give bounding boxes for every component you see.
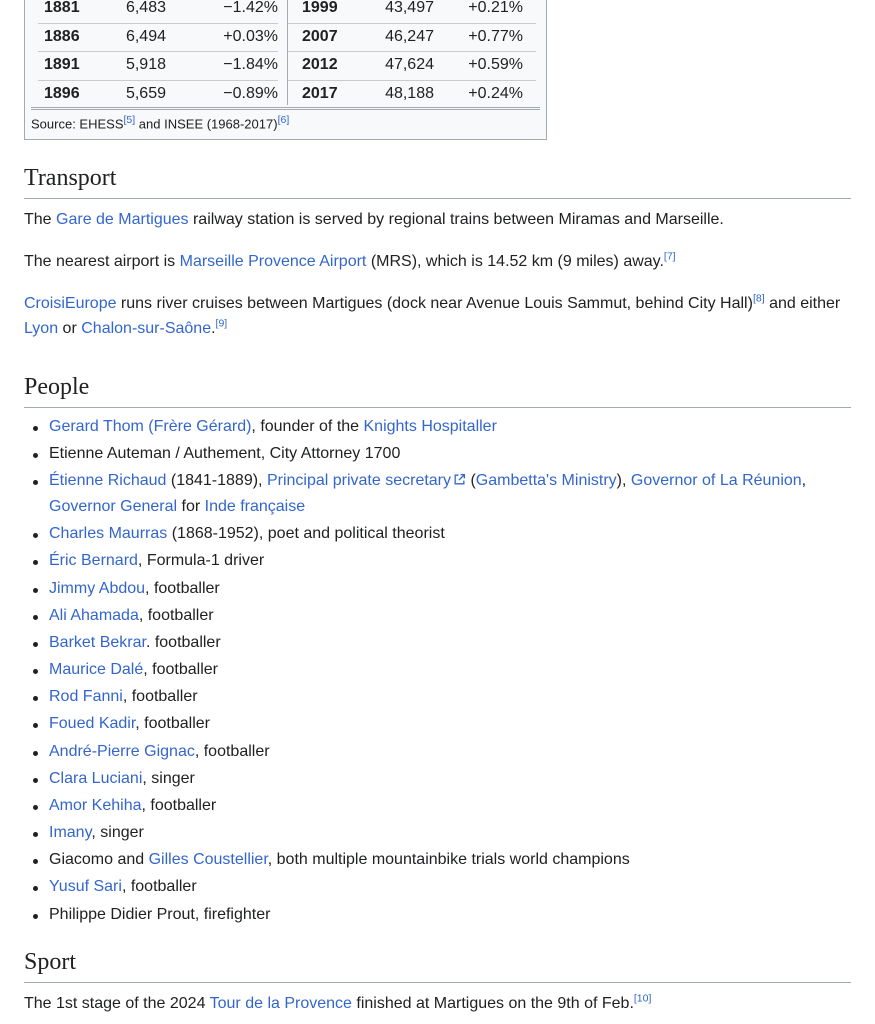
text: , singer [142, 769, 195, 787]
list-item [24, 684, 851, 711]
population-cell: 48,188 [385, 84, 434, 102]
text: , footballer [121, 878, 197, 896]
clara-luciani-link[interactable]: Clara Luciani [49, 769, 143, 787]
population-cell: 43,497 [385, 0, 434, 16]
text: finished at Martigues on the 9th of Feb. [351, 995, 634, 1012]
list-item [24, 766, 851, 793]
rod-fanni-link[interactable]: Rod Fanni [49, 688, 123, 706]
governor-general-link[interactable]: Governor General [49, 498, 178, 516]
text: (1868-1952), poet and political theorist [167, 525, 445, 543]
text: The [24, 211, 57, 228]
text: , founder of the [251, 418, 364, 435]
population-table-left-column [38, 0, 278, 108]
text: , Formula-1 driver [137, 552, 265, 570]
table-divider [31, 107, 540, 110]
population-cell: 5,918 [125, 56, 166, 73]
etienne-richaud-link[interactable]: Étienne Richaud [49, 472, 167, 490]
principal-private-secretary-link[interactable] [267, 472, 466, 489]
text: , footballer [122, 688, 198, 706]
inde-francaise-link[interactable]: Inde française [204, 498, 306, 516]
list-item [24, 603, 851, 630]
text: , [801, 472, 807, 490]
link-text: Principal private secretary [266, 472, 452, 490]
list-item [24, 657, 851, 684]
text: ( [466, 472, 476, 490]
population-cell: 6,483 [125, 0, 166, 16]
transport-paragraph-airport [24, 249, 851, 274]
year-cell: 1881 [44, 0, 80, 16]
text: ), [616, 472, 631, 490]
citation-8[interactable]: [8] [752, 292, 765, 305]
citation-7[interactable]: [7] [663, 250, 676, 263]
text: , footballer [135, 715, 210, 733]
text: , footballer [194, 742, 270, 760]
population-table [24, 0, 547, 140]
andre-pierre-gignac-link[interactable]: André-Pierre Gignac [49, 742, 195, 760]
governor-of-la-reunion-link[interactable]: Governor of La Réunion [630, 472, 802, 490]
tour-de-la-provence-link[interactable]: Tour de la Provence [209, 995, 352, 1012]
lyon-link[interactable]: Lyon [24, 320, 59, 337]
citation-10[interactable]: [10] [633, 992, 652, 1005]
text: and either [764, 295, 841, 312]
table-row [288, 0, 536, 24]
year-cell: 1999 [302, 0, 338, 16]
eric-bernard-link[interactable]: Éric Bernard [49, 552, 138, 570]
citation-6[interactable]: [6] [277, 114, 290, 126]
text: Etienne Auteman / Authement, City Attorney 1700 [49, 445, 401, 463]
source-prefix: Source: EHESS [31, 116, 124, 132]
list-item [24, 793, 851, 820]
text: Philippe Didier Prout, firefighter [49, 905, 271, 923]
population-cell: 5,659 [125, 84, 166, 102]
gambettas-ministry-link[interactable]: Gambetta's Ministry [475, 472, 617, 490]
transport-paragraph-rail [24, 207, 851, 232]
croisieurope-link[interactable]: CroisiEurope [24, 295, 117, 312]
transport-paragraph-cruises [24, 291, 851, 341]
text: The 1st stage of the 2024 [24, 995, 210, 1012]
text: runs river cruises between Martigues (dock near Avenue Louis Sammut, behind City Hall) [116, 295, 753, 312]
table-row [288, 81, 536, 109]
people-list [24, 414, 851, 929]
ali-ahamada-link[interactable]: Ali Ahamada [49, 606, 139, 624]
sport-heading: Sport [24, 949, 851, 983]
knights-hospitaller-link[interactable]: Knights Hospitaller [363, 418, 497, 435]
change-cell: −0.89% [223, 84, 278, 102]
gare-de-martigues-link[interactable]: Gare de Martigues [56, 211, 189, 228]
marseille-provence-airport-link[interactable]: Marseille Provence Airport [179, 253, 367, 270]
year-cell: 1886 [44, 27, 80, 45]
table-row [38, 0, 278, 24]
year-cell: 1891 [44, 56, 80, 73]
text: or [58, 320, 82, 337]
text: , footballer [141, 796, 217, 814]
list-item [24, 820, 851, 847]
text: . [211, 320, 216, 337]
list-item [24, 847, 851, 874]
change-cell: +0.77% [468, 27, 523, 45]
year-cell: 2017 [302, 84, 338, 102]
change-cell: −1.84% [223, 56, 278, 73]
text: (MRS), which is 14.52 km (9 miles) away. [366, 253, 664, 270]
list-item [24, 874, 851, 901]
change-cell: +0.03% [223, 27, 278, 45]
population-table-right-column [287, 0, 536, 105]
change-cell: +0.21% [468, 0, 523, 16]
list-item [24, 548, 851, 575]
list-item [24, 576, 851, 603]
gerard-thom-link[interactable]: Gerard Thom (Frère Gérard) [49, 418, 252, 435]
table-row [38, 52, 278, 81]
list-item [24, 711, 851, 738]
charles-maurras-link[interactable]: Charles Maurras [49, 525, 168, 543]
population-cell: 6,494 [125, 27, 166, 45]
list-item [24, 521, 851, 548]
sport-paragraph [24, 991, 851, 1016]
text: . footballer [145, 633, 221, 651]
gilles-coustellier-link[interactable]: Gilles Coustellier [148, 851, 268, 869]
year-cell: 2012 [302, 56, 338, 73]
text: (1841-1889), [166, 472, 267, 490]
text: , singer [91, 824, 144, 842]
table-row [288, 24, 536, 53]
people-heading: People [24, 374, 851, 408]
foued-kadir-link[interactable]: Foued Kadir [49, 715, 136, 733]
imany-link[interactable]: Imany [49, 824, 92, 842]
jimmy-abdou-link[interactable]: Jimmy Abdou [49, 579, 146, 597]
text: The nearest airport is [24, 253, 180, 270]
population-cell: 46,247 [385, 27, 434, 45]
yusuf-sari-link[interactable]: Yusuf Sari [49, 878, 122, 896]
list-item [24, 902, 851, 929]
text: Giacomo and [49, 851, 149, 869]
transport-heading: Transport [24, 165, 851, 199]
text: , footballer [138, 606, 214, 624]
table-row [38, 81, 278, 109]
source-mid: and INSEE (1968-2017) [135, 116, 278, 132]
table-row [288, 52, 536, 81]
list-item [24, 441, 851, 468]
year-cell: 2007 [302, 27, 338, 45]
table-source-note [31, 115, 289, 131]
external-link-icon [453, 473, 466, 486]
population-cell: 47,624 [385, 56, 434, 73]
chalon-sur-saone-link[interactable]: Chalon-sur-Saône [81, 320, 212, 337]
list-item [24, 468, 851, 521]
year-cell: 1896 [44, 84, 80, 102]
text: , both multiple mountainbike trials world champions [267, 851, 630, 869]
citation-5[interactable]: [5] [123, 114, 136, 126]
change-cell: +0.59% [468, 56, 523, 73]
text: railway station is served by regional trains between Miramas and Marseille. [188, 211, 724, 228]
list-item [24, 414, 851, 441]
citation-9[interactable]: [9] [215, 317, 228, 330]
list-item [24, 630, 851, 657]
change-cell: +0.24% [468, 84, 523, 102]
text: , footballer [145, 579, 220, 597]
change-cell: −1.42% [223, 0, 278, 16]
maurice-dale-link[interactable]: Maurice Dalé [49, 661, 144, 679]
list-item [24, 739, 851, 766]
text: , footballer [143, 661, 218, 679]
table-row [38, 24, 278, 53]
amor-kehiha-link[interactable]: Amor Kehiha [49, 796, 142, 814]
text: for [177, 498, 205, 516]
barket-bekrar-link[interactable]: Barket Bekrar [49, 633, 146, 651]
